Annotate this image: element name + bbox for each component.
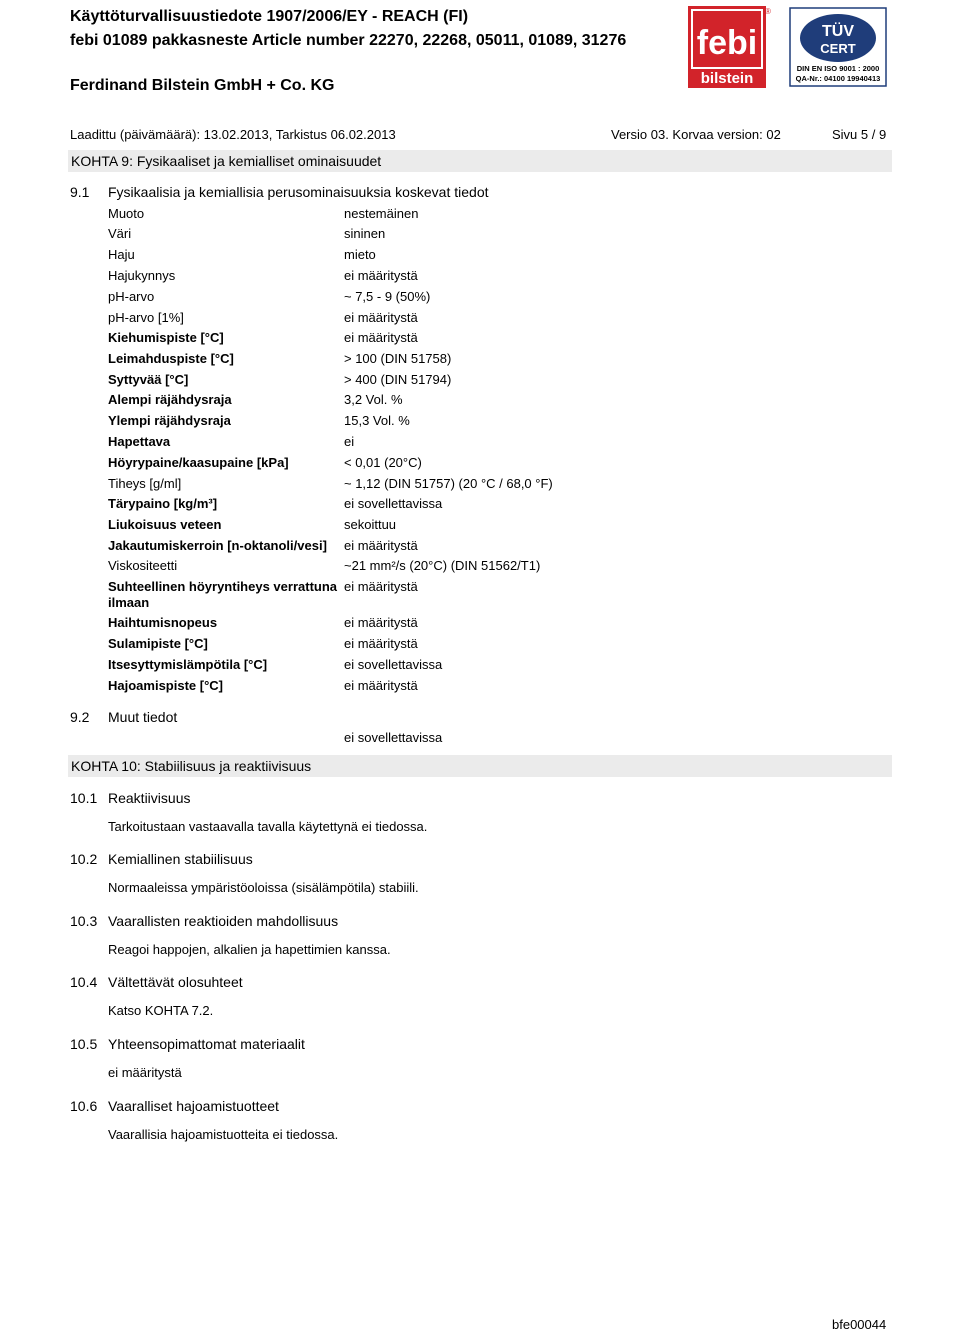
subsection-9-2-value: ei sovellettavissa	[344, 730, 443, 745]
logo-cert-text: CERT	[820, 41, 856, 56]
property-label: Tärypaino [kg/m³]	[108, 496, 218, 511]
version-info: Versio 03. Korvaa version: 02	[611, 127, 781, 142]
property-label: Haihtumisnopeus	[108, 615, 218, 630]
property-label: Viskositeetti	[108, 558, 178, 573]
section-10-title: KOHTA 10: Stabiilisuus ja reaktiivisuus	[71, 758, 312, 774]
subsection-title: Vaarallisten reaktioiden mahdollisuus	[108, 913, 339, 929]
property-value: sekoittuu	[344, 517, 397, 532]
subsection-title: Reaktiivisuus	[108, 790, 191, 806]
property-label: Suhteellinen höyryntiheys verrattuna	[108, 579, 338, 594]
property-value: > 100 (DIN 51758)	[344, 351, 452, 366]
property-value: ei määritystä	[344, 310, 418, 325]
property-label: Haju	[108, 247, 135, 262]
property-value: ei määritystä	[344, 636, 418, 651]
property-label: pH-arvo	[108, 289, 155, 304]
property-value: < 0,01 (20°C)	[344, 455, 422, 470]
property-value: ei	[344, 434, 355, 449]
subsection-text: ei määritystä	[108, 1065, 182, 1080]
subsection-9-1-number: 9.1	[70, 184, 90, 200]
property-label: Hajukynnys	[108, 268, 176, 283]
property-label: Jakautumiskerroin [n-oktanoli/vesi]	[108, 538, 327, 553]
subsection-text: Vaarallisia hajoamistuotteita ei tiedossa.	[108, 1127, 339, 1142]
registered-mark: ®	[765, 7, 771, 16]
logo-bilstein-text: bilstein	[700, 70, 754, 87]
property-value: ei määritystä	[344, 268, 418, 283]
property-value: ei sovellettavissa	[344, 657, 443, 672]
subsection-9-1-title: Fysikaalisia ja kemiallisia perusominaisuuksia koskevat tiedot	[108, 184, 489, 200]
dates-info: Laadittu (päivämäärä): 13.02.2013, Tarkistus 06.02.2013	[70, 127, 396, 142]
property-value: ei määritystä	[344, 538, 418, 553]
subsection-number: 10.3	[70, 913, 98, 929]
subsection-9-2-number: 9.2	[70, 709, 90, 725]
property-label: Tiheys [g/ml]	[108, 476, 182, 491]
subsection-title: Vaaralliset hajoamistuotteet	[108, 1098, 279, 1114]
document-title: Käyttöturvallisuustiedote 1907/2006/EY - REACH (FI)	[70, 8, 469, 25]
property-label: Kiehumispiste [°C]	[108, 330, 224, 345]
subsection-title: Vältettävät olosuhteet	[108, 974, 243, 990]
property-value: ~ 7,5 - 9 (50%)	[344, 289, 431, 304]
property-label: Hajoamispiste [°C]	[108, 678, 224, 693]
section-9-title: KOHTA 9: Fysikaaliset ja kemialliset ominaisuudet	[71, 153, 382, 169]
property-value: 3,2 Vol. %	[344, 392, 403, 407]
property-label: Itsesyttymislämpötila [°C]	[108, 657, 268, 672]
property-value: 15,3 Vol. %	[344, 413, 410, 428]
logo-febi-text: febi	[696, 24, 758, 62]
tuv-cert-logo	[790, 8, 886, 86]
subsection-number: 10.1	[70, 790, 98, 806]
logo-qa-text: QA-Nr.: 04100 19940413	[795, 74, 881, 83]
property-value: ei sovellettavissa	[344, 496, 443, 511]
subsection-title: Kemiallinen stabiilisuus	[108, 851, 253, 867]
subsection-number: 10.6	[70, 1098, 98, 1114]
logo-iso-text: DIN EN ISO 9001 : 2000	[796, 64, 880, 73]
property-label: Hapettava	[108, 434, 171, 449]
property-label: Höyrypaine/kaasupaine [kPa]	[108, 455, 289, 470]
subsection-title: Yhteensopimattomat materiaalit	[108, 1036, 305, 1052]
property-value: ei määritystä	[344, 678, 418, 693]
property-label: Ylempi räjähdysraja	[108, 413, 231, 428]
property-label-continued: ilmaan	[108, 595, 150, 610]
page-number: Sivu 5 / 9	[832, 127, 887, 142]
property-label: Muoto	[108, 206, 145, 221]
subsection-number: 10.5	[70, 1036, 98, 1052]
subsection-number: 10.2	[70, 851, 98, 867]
subsection-text: Normaaleissa ympäristöoloissa (sisälämpötila) stabiili.	[108, 880, 419, 895]
subsection-text: Tarkoitustaan vastaavalla tavalla käytettynä ei tiedossa.	[108, 819, 428, 834]
footer-code: bfe00044	[832, 1317, 887, 1332]
subsection-9-2-title: Muut tiedot	[108, 709, 178, 725]
subsection-text: Katso KOHTA 7.2.	[108, 1003, 214, 1018]
property-value: ei määritystä	[344, 330, 418, 345]
subsection-number: 10.4	[70, 974, 98, 990]
property-value: ~ 1,12 (DIN 51757) (20 °C / 68,0 °F)	[344, 476, 553, 491]
company-name: Ferdinand Bilstein GmbH + Co. KG	[70, 77, 335, 94]
property-label: Syttyvää [°C]	[108, 372, 189, 387]
property-value: ~21 mm²/s (20°C) (DIN 51562/T1)	[344, 558, 541, 573]
subsection-text: Reagoi happojen, alkalien ja hapettimien kanssa.	[108, 942, 391, 957]
property-value: nestemäinen	[344, 206, 419, 221]
febi-bilstein-logo	[688, 6, 770, 88]
article-line: febi 01089 pakkasneste Article number 22270, 22268, 05011, 01089, 31276	[70, 32, 627, 49]
logo-tuv-text: TÜV	[822, 23, 854, 40]
property-value: mieto	[344, 247, 376, 262]
property-label: Väri	[108, 226, 132, 241]
section-9-header	[68, 150, 892, 172]
property-label: pH-arvo [1%]	[108, 310, 184, 325]
property-value: > 400 (DIN 51794)	[344, 372, 452, 387]
property-value: sininen	[344, 226, 386, 241]
property-label: Liukoisuus veteen	[108, 517, 222, 532]
property-label: Sulamipiste [°C]	[108, 636, 208, 651]
property-label: Alempi räjähdysraja	[108, 392, 232, 407]
property-value: ei määritystä	[344, 579, 418, 594]
section-10-header	[68, 755, 892, 777]
property-label: Leimahduspiste [°C]	[108, 351, 234, 366]
property-value: ei määritystä	[344, 615, 418, 630]
